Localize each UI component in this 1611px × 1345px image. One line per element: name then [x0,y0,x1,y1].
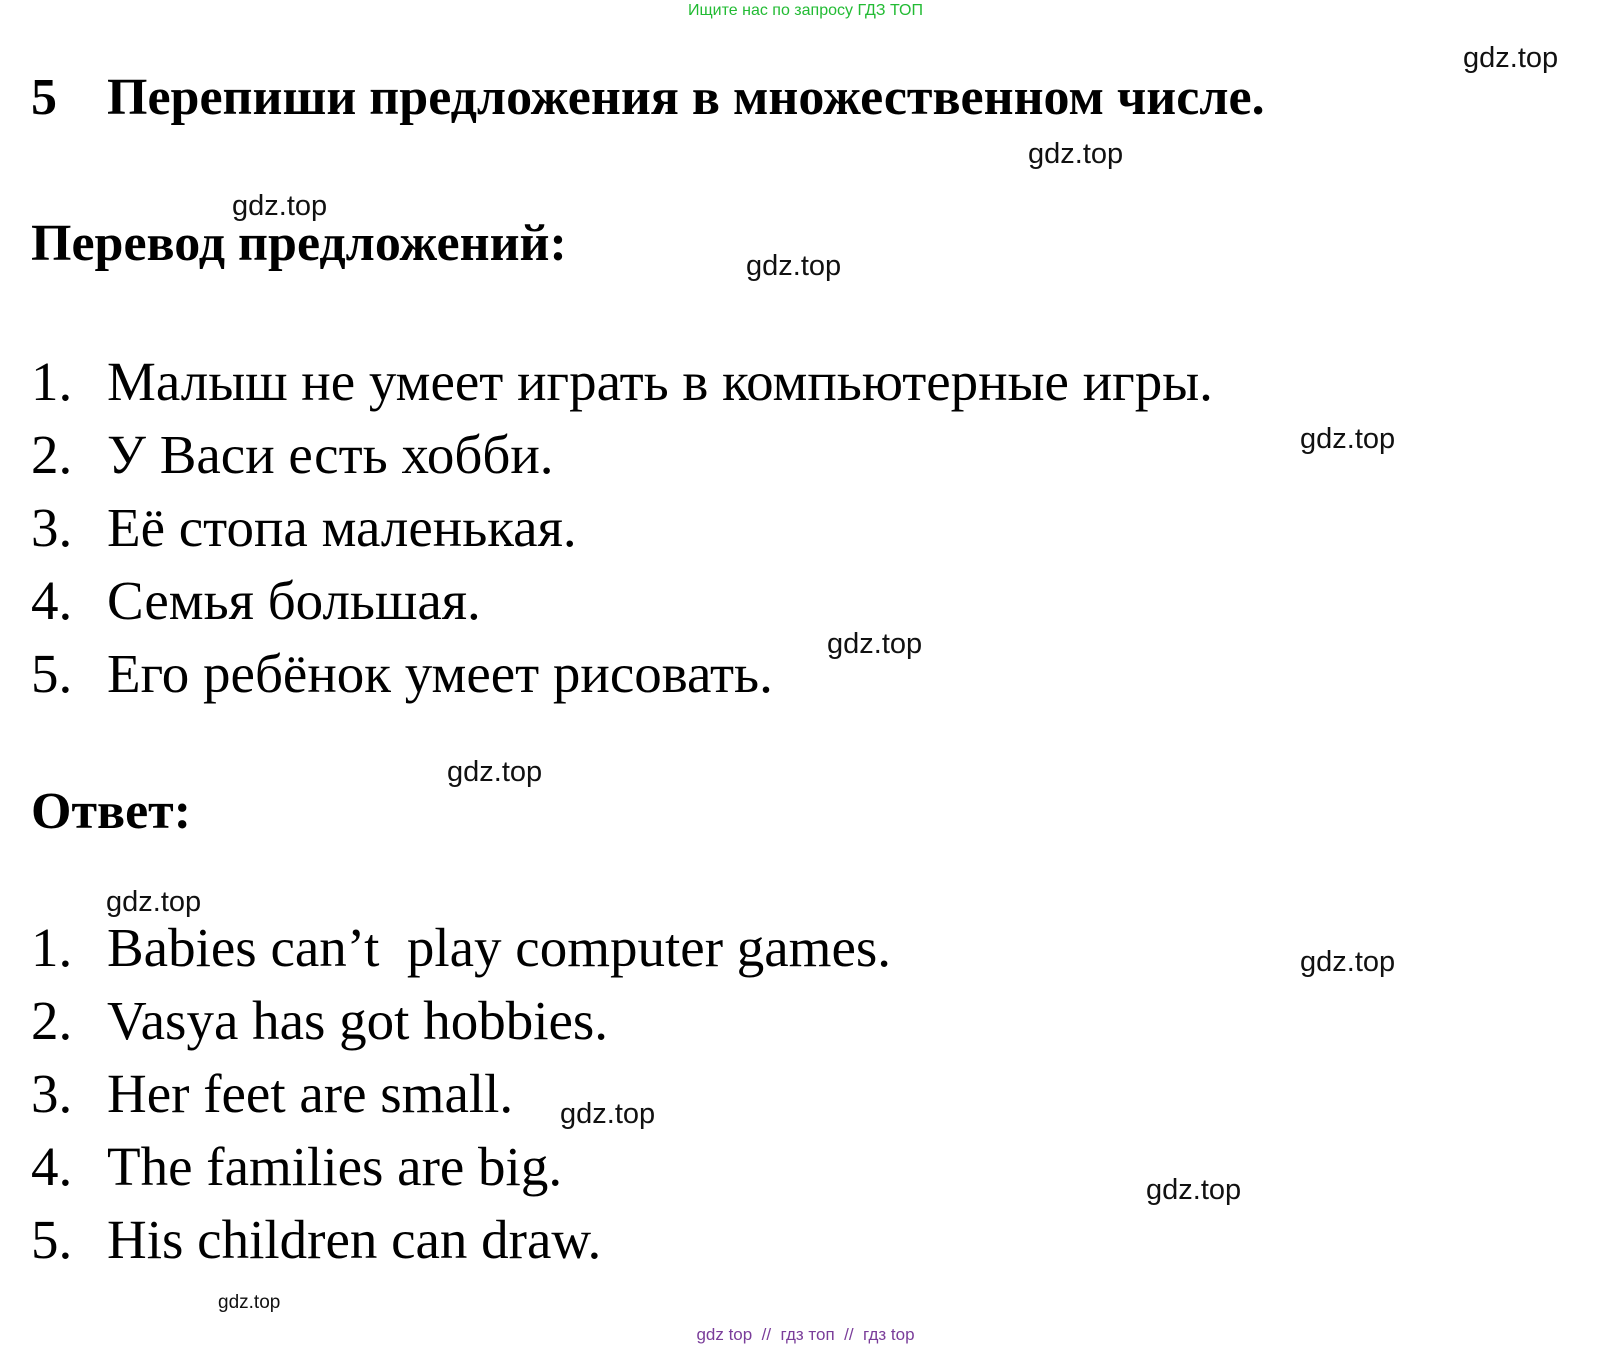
list-item [31,345,1213,418]
watermark: gdz.top [1146,1174,1242,1206]
item-text: Её стопа маленькая. [107,497,577,558]
item-text: У Васи есть хобби. [107,424,554,485]
item-number: 2. [31,990,73,1051]
task-number: 5 [31,69,57,126]
item-text: Her feet are small. [107,1063,514,1124]
task-instruction: Перепиши предложения в множественном числе. [107,69,1265,126]
item-number: 2. [31,424,73,485]
answer-heading: Ответ: [31,783,192,840]
item-number: 3. [31,1063,73,1124]
item-number: 4. [31,570,73,631]
item-text: His children can draw. [107,1209,602,1270]
item-text: Vasya has got hobbies. [107,990,609,1051]
item-number: 1. [31,917,73,978]
item-number: 5. [31,1209,73,1270]
item-number: 3. [31,497,73,558]
watermark: gdz.top [1300,423,1396,455]
translation-list [31,345,1213,710]
task-title [31,68,1265,127]
search-banner: Ищите нас по запросу ГДЗ ТОП [688,2,923,19]
list-item [31,1057,891,1130]
list-item [31,1203,891,1276]
watermark: gdz.top [560,1098,656,1130]
watermark: gdz.top [218,1292,281,1313]
list-item [31,491,1213,564]
translation-heading: Перевод предложений: [31,215,567,272]
item-text: Семья большая. [107,570,481,631]
watermark: gdz.top [746,250,842,282]
watermark: gdz.top [827,628,923,660]
item-number: 1. [31,351,73,412]
watermark: gdz.top [1028,138,1124,170]
list-item [31,1130,891,1203]
item-number: 4. [31,1136,73,1197]
item-text: Его ребёнок умеет рисовать. [107,643,773,704]
footer-links: gdz top // гдз топ // гдз top [696,1325,915,1344]
answer-list [31,911,891,1276]
item-text: The families are big. [107,1136,563,1197]
watermark: gdz.top [447,756,543,788]
list-item [31,984,891,1057]
watermark: gdz.top [106,886,202,918]
watermark: gdz.top [1300,946,1396,978]
list-item [31,564,1213,637]
watermark: gdz.top [1463,42,1559,74]
item-text: Малыш не умеет играть в компьютерные игры. [107,351,1213,412]
list-item [31,911,891,984]
list-item [31,637,1213,710]
item-number: 5. [31,643,73,704]
item-text: Babies can’t play computer games. [107,917,892,978]
watermark: gdz.top [232,190,328,222]
list-item [31,418,1213,491]
